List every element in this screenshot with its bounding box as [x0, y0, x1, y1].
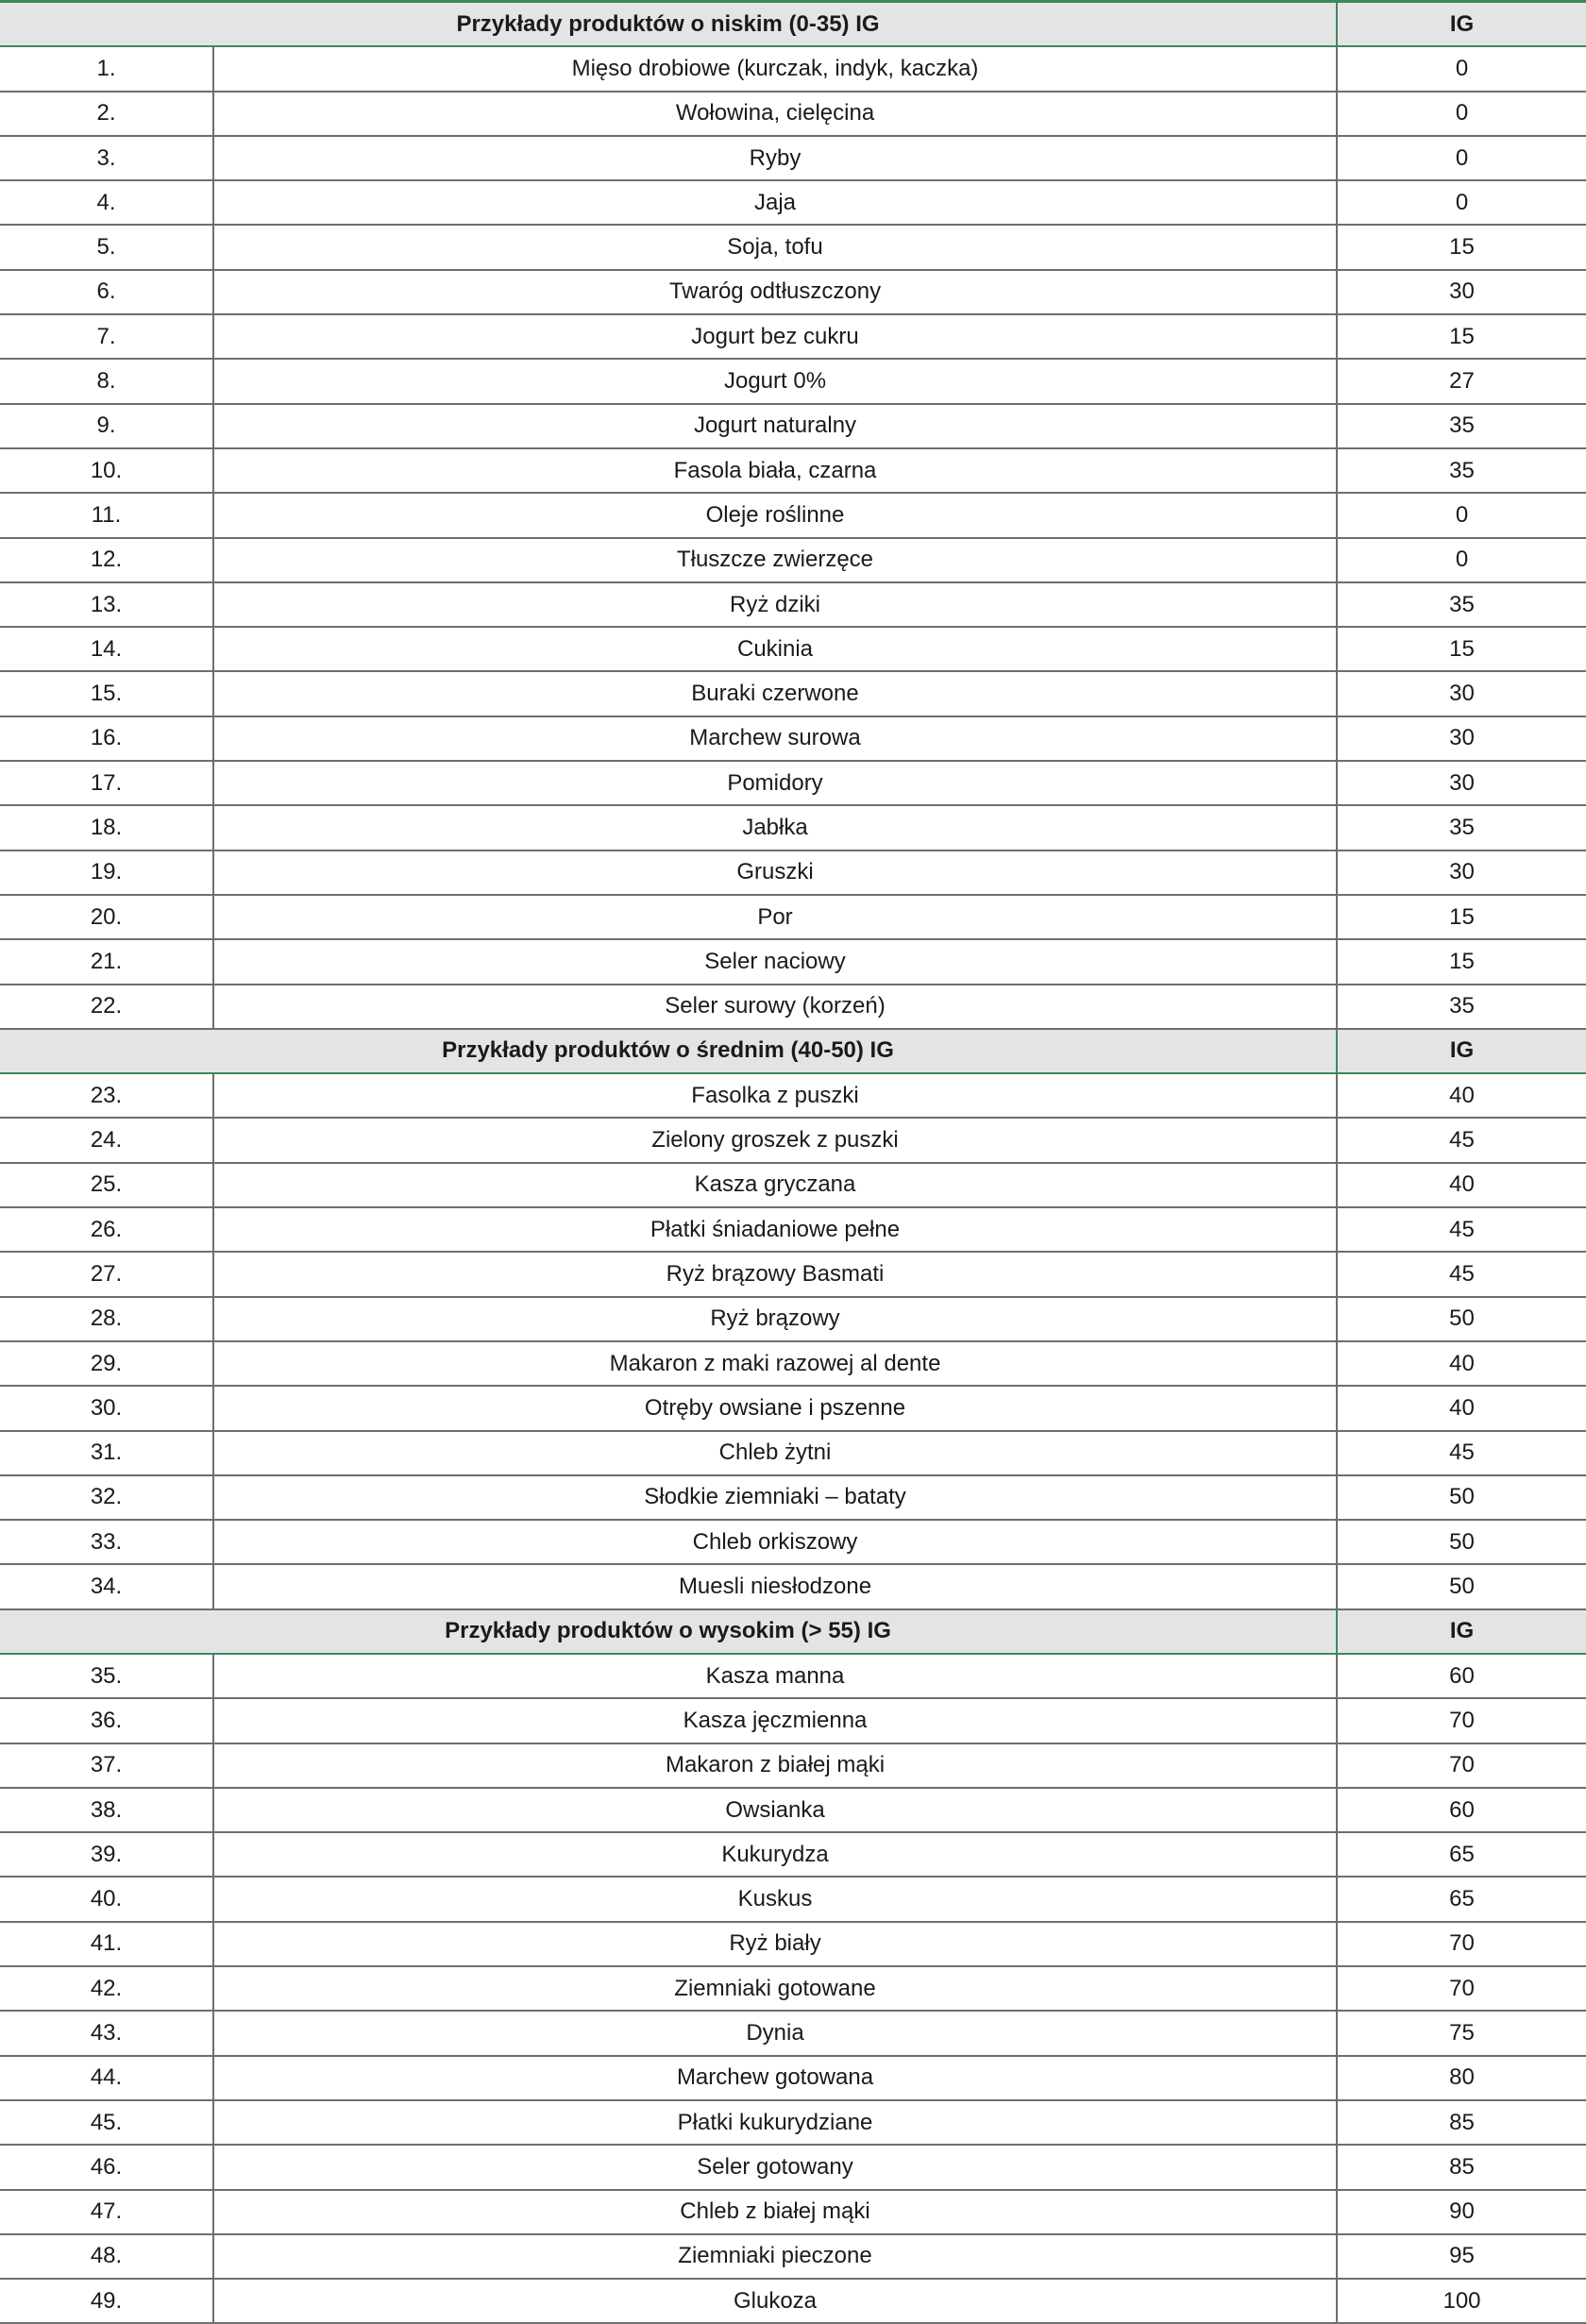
ig-value: 15: [1337, 627, 1586, 671]
product-name: Marchew gotowana: [213, 2056, 1337, 2100]
row-number: 44.: [0, 2056, 213, 2100]
product-name: Ziemniaki pieczone: [213, 2234, 1337, 2279]
product-name: Chleb żytni: [213, 1431, 1337, 1475]
row-number: 23.: [0, 1073, 213, 1118]
table-row: [0, 1252, 1586, 1296]
product-name: Jogurt naturalny: [213, 404, 1337, 448]
product-name: Owsianka: [213, 1788, 1337, 1832]
product-name: Otręby owsiane i pszenne: [213, 1386, 1337, 1430]
table-row: [0, 2011, 1586, 2055]
product-name: Ryż dziki: [213, 582, 1337, 627]
product-name: Jogurt 0%: [213, 359, 1337, 403]
ig-value: 40: [1337, 1163, 1586, 1207]
table-row: [0, 1520, 1586, 1564]
row-number: 35.: [0, 1654, 213, 1698]
table-row: [0, 1386, 1586, 1430]
table-row: [0, 2190, 1586, 2234]
ig-value: 50: [1337, 1297, 1586, 1341]
product-name: Gruszki: [213, 850, 1337, 895]
row-number: 40.: [0, 1877, 213, 1921]
row-number: 26.: [0, 1207, 213, 1252]
product-name: Chleb orkiszowy: [213, 1520, 1337, 1564]
table-row: [0, 1564, 1586, 1608]
ig-value: 15: [1337, 939, 1586, 984]
row-number: 19.: [0, 850, 213, 895]
table-row: [0, 850, 1586, 895]
row-number: 22.: [0, 985, 213, 1029]
table-row: [0, 225, 1586, 269]
row-number: 20.: [0, 895, 213, 939]
table-row: [0, 1073, 1586, 1118]
product-name: Por: [213, 895, 1337, 939]
table-row: [0, 2056, 1586, 2100]
product-name: Seler naciowy: [213, 939, 1337, 984]
row-number: 3.: [0, 136, 213, 180]
product-name: Ziemniaki gotowane: [213, 1966, 1337, 2011]
section-title: Przykłady produktów o niskim (0-35) IG: [0, 2, 1337, 47]
table-row: [0, 805, 1586, 850]
row-number: 38.: [0, 1788, 213, 1832]
row-number: 28.: [0, 1297, 213, 1341]
ig-value: 15: [1337, 895, 1586, 939]
row-number: 10.: [0, 448, 213, 493]
table-row: [0, 538, 1586, 582]
table-row: [0, 448, 1586, 493]
row-number: 17.: [0, 761, 213, 805]
table-row: [0, 1475, 1586, 1520]
product-name: Zielony groszek z puszki: [213, 1118, 1337, 1162]
ig-value: 30: [1337, 716, 1586, 761]
ig-value: 15: [1337, 314, 1586, 359]
table-row: [0, 761, 1586, 805]
table-row: [0, 46, 1586, 91]
ig-value: 50: [1337, 1520, 1586, 1564]
ig-value: 90: [1337, 2190, 1586, 2234]
product-name: Oleje roślinne: [213, 493, 1337, 537]
row-number: 29.: [0, 1341, 213, 1386]
product-name: Tłuszcze zwierzęce: [213, 538, 1337, 582]
table-row: [0, 1163, 1586, 1207]
table-row: [0, 939, 1586, 984]
row-number: 37.: [0, 1743, 213, 1788]
ig-column-header: IG: [1337, 1609, 1586, 1654]
ig-value: 30: [1337, 671, 1586, 716]
ig-value: 65: [1337, 1877, 1586, 1921]
table-row: [0, 1698, 1586, 1743]
glycemic-index-table-body: [0, 2, 1586, 2324]
product-name: Płatki śniadaniowe pełne: [213, 1207, 1337, 1252]
product-name: Seler gotowany: [213, 2145, 1337, 2189]
ig-value: 35: [1337, 985, 1586, 1029]
row-number: 21.: [0, 939, 213, 984]
table-row: [0, 1431, 1586, 1475]
row-number: 25.: [0, 1163, 213, 1207]
row-number: 30.: [0, 1386, 213, 1430]
ig-value: 35: [1337, 404, 1586, 448]
ig-value: 35: [1337, 582, 1586, 627]
ig-value: 45: [1337, 1431, 1586, 1475]
product-name: Ryż brązowy: [213, 1297, 1337, 1341]
ig-value: 30: [1337, 270, 1586, 314]
row-number: 39.: [0, 1832, 213, 1877]
ig-value: 50: [1337, 1475, 1586, 1520]
product-name: Fasolka z puszki: [213, 1073, 1337, 1118]
ig-value: 85: [1337, 2100, 1586, 2145]
row-number: 11.: [0, 493, 213, 537]
row-number: 13.: [0, 582, 213, 627]
ig-value: 75: [1337, 2011, 1586, 2055]
row-number: 7.: [0, 314, 213, 359]
table-row: [0, 270, 1586, 314]
table-row: [0, 1922, 1586, 1966]
ig-value: 0: [1337, 136, 1586, 180]
product-name: Cukinia: [213, 627, 1337, 671]
product-name: Jogurt bez cukru: [213, 314, 1337, 359]
section-title: Przykłady produktów o średnim (40-50) IG: [0, 1029, 1337, 1073]
row-number: 18.: [0, 805, 213, 850]
section-header-row: [0, 2, 1586, 47]
row-number: 48.: [0, 2234, 213, 2279]
ig-value: 70: [1337, 1966, 1586, 2011]
table-row: [0, 404, 1586, 448]
row-number: 2.: [0, 92, 213, 136]
product-name: Jabłka: [213, 805, 1337, 850]
ig-column-header: IG: [1337, 2, 1586, 47]
table-row: [0, 493, 1586, 537]
product-name: Mięso drobiowe (kurczak, indyk, kaczka): [213, 46, 1337, 91]
row-number: 24.: [0, 1118, 213, 1162]
product-name: Glukoza: [213, 2279, 1337, 2323]
ig-value: 40: [1337, 1073, 1586, 1118]
ig-value: 50: [1337, 1564, 1586, 1608]
ig-value: 45: [1337, 1207, 1586, 1252]
ig-value: 0: [1337, 493, 1586, 537]
product-name: Jaja: [213, 180, 1337, 225]
ig-value: 70: [1337, 1698, 1586, 1743]
product-name: Kukurydza: [213, 1832, 1337, 1877]
product-name: Fasola biała, czarna: [213, 448, 1337, 493]
product-name: Seler surowy (korzeń): [213, 985, 1337, 1029]
ig-value: 35: [1337, 805, 1586, 850]
ig-value: 35: [1337, 448, 1586, 493]
row-number: 41.: [0, 1922, 213, 1966]
row-number: 31.: [0, 1431, 213, 1475]
ig-value: 45: [1337, 1252, 1586, 1296]
product-name: Kasza manna: [213, 1654, 1337, 1698]
product-name: Makaron z maki razowej al dente: [213, 1341, 1337, 1386]
product-name: Słodkie ziemniaki – bataty: [213, 1475, 1337, 1520]
product-name: Kasza jęczmienna: [213, 1698, 1337, 1743]
ig-value: 65: [1337, 1832, 1586, 1877]
ig-value: 0: [1337, 180, 1586, 225]
section-header-row: [0, 1029, 1586, 1073]
row-number: 15.: [0, 671, 213, 716]
product-name: Dynia: [213, 2011, 1337, 2055]
product-name: Marchew surowa: [213, 716, 1337, 761]
product-name: Soja, tofu: [213, 225, 1337, 269]
row-number: 1.: [0, 46, 213, 91]
table-row: [0, 1743, 1586, 1788]
product-name: Chleb z białej mąki: [213, 2190, 1337, 2234]
ig-value: 45: [1337, 1118, 1586, 1162]
table-row: [0, 627, 1586, 671]
product-name: Makaron z białej mąki: [213, 1743, 1337, 1788]
ig-value: 40: [1337, 1386, 1586, 1430]
row-number: 43.: [0, 2011, 213, 2055]
product-name: Ryż biały: [213, 1922, 1337, 1966]
ig-value: 80: [1337, 2056, 1586, 2100]
ig-value: 15: [1337, 225, 1586, 269]
row-number: 32.: [0, 1475, 213, 1520]
section-title: Przykłady produktów o wysokim (> 55) IG: [0, 1609, 1337, 1654]
ig-value: 85: [1337, 2145, 1586, 2189]
ig-value: 30: [1337, 850, 1586, 895]
ig-value: 30: [1337, 761, 1586, 805]
ig-value: 0: [1337, 92, 1586, 136]
table-row: [0, 1877, 1586, 1921]
table-row: [0, 895, 1586, 939]
table-row: [0, 1654, 1586, 1698]
product-name: Buraki czerwone: [213, 671, 1337, 716]
table-row: [0, 2145, 1586, 2189]
row-number: 14.: [0, 627, 213, 671]
row-number: 9.: [0, 404, 213, 448]
ig-value: 40: [1337, 1341, 1586, 1386]
row-number: 47.: [0, 2190, 213, 2234]
ig-value: 60: [1337, 1654, 1586, 1698]
ig-value: 95: [1337, 2234, 1586, 2279]
row-number: 8.: [0, 359, 213, 403]
table-row: [0, 582, 1586, 627]
section-header-row: [0, 1609, 1586, 1654]
table-row: [0, 92, 1586, 136]
table-row: [0, 1966, 1586, 2011]
table-row: [0, 2279, 1586, 2323]
table-row: [0, 1788, 1586, 1832]
table-row: [0, 1832, 1586, 1877]
table-row: [0, 359, 1586, 403]
ig-value: 100: [1337, 2279, 1586, 2323]
product-name: Pomidory: [213, 761, 1337, 805]
table-row: [0, 2100, 1586, 2145]
table-row: [0, 136, 1586, 180]
ig-value: 0: [1337, 46, 1586, 91]
table-row: [0, 985, 1586, 1029]
row-number: 5.: [0, 225, 213, 269]
ig-value: 27: [1337, 359, 1586, 403]
product-name: Twaróg odtłuszczony: [213, 270, 1337, 314]
table-row: [0, 314, 1586, 359]
product-name: Płatki kukurydziane: [213, 2100, 1337, 2145]
row-number: 4.: [0, 180, 213, 225]
product-name: Kuskus: [213, 1877, 1337, 1921]
row-number: 33.: [0, 1520, 213, 1564]
row-number: 42.: [0, 1966, 213, 2011]
row-number: 34.: [0, 1564, 213, 1608]
row-number: 46.: [0, 2145, 213, 2189]
product-name: Ryby: [213, 136, 1337, 180]
ig-column-header: IG: [1337, 1029, 1586, 1073]
row-number: 6.: [0, 270, 213, 314]
row-number: 49.: [0, 2279, 213, 2323]
table-row: [0, 180, 1586, 225]
row-number: 16.: [0, 716, 213, 761]
table-row: [0, 671, 1586, 716]
product-name: Wołowina, cielęcina: [213, 92, 1337, 136]
product-name: Ryż brązowy Basmati: [213, 1252, 1337, 1296]
row-number: 45.: [0, 2100, 213, 2145]
table-row: [0, 2234, 1586, 2279]
row-number: 12.: [0, 538, 213, 582]
ig-value: 70: [1337, 1743, 1586, 1788]
ig-value: 0: [1337, 538, 1586, 582]
table-row: [0, 1297, 1586, 1341]
table-row: [0, 716, 1586, 761]
row-number: 27.: [0, 1252, 213, 1296]
ig-value: 60: [1337, 1788, 1586, 1832]
product-name: Kasza gryczana: [213, 1163, 1337, 1207]
row-number: 36.: [0, 1698, 213, 1743]
table-row: [0, 1207, 1586, 1252]
product-name: Muesli niesłodzone: [213, 1564, 1337, 1608]
table-row: [0, 1118, 1586, 1162]
ig-value: 70: [1337, 1922, 1586, 1966]
table-row: [0, 1341, 1586, 1386]
